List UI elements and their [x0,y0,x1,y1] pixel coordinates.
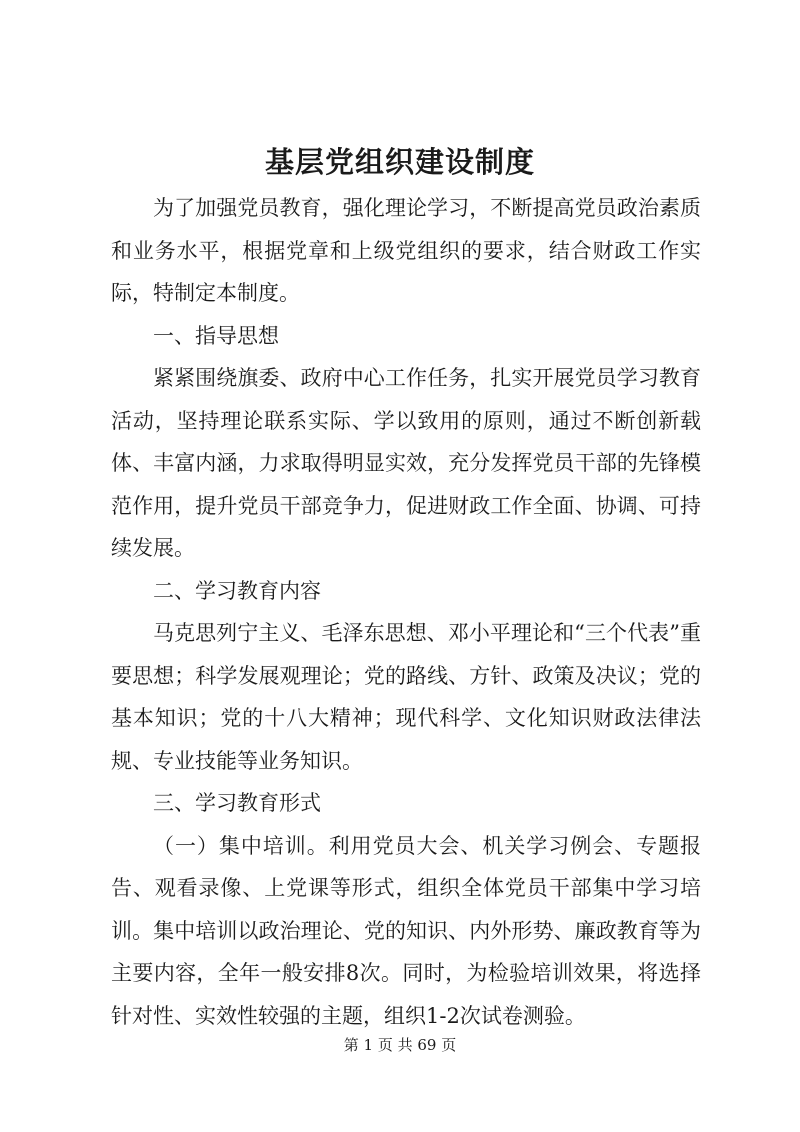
document-title: 基层党组织建设制度 [264,145,535,179]
guiding-ideology-paragraph: 紧紧围绕旗委、政府中心工作任务，扎实开展党员学习教育活动，坚持理论联系实际、学以致用的原则，通过不断创新载体、丰富内涵，力求取得明显实效，充分发挥党员干部的先锋模范作用，提升党员干部竞争力，促进财政工作全面、协调、可持续发展。 [111,366,701,560]
section-heading-guiding-ideology: 一、指导思想 [153,323,279,348]
centralized-training-paragraph: （一）集中培训。利用党员大会、机关学习例会、专题报告、观看录像、上党课等形式，组织全体党员干部集中学习培训。集中培训以政治理论、党的知识、内外形势、廉政教育等为主要内容，全年一般安排8次。同时，为检验培训效果，将选择针对性、实效性较强的主题，组织1-2次试卷测验。 [111,833,701,1028]
section-heading-study-form: 三、学习教育形式 [153,791,321,815]
study-content-paragraph: 马克思列宁主义、毛泽东思想、邓小平理论和“三个代表”重要思想；科学发展观理论；党的路线、方针、政策及决议；党的基本知识；党的十八大精神；现代科学、文化知识财政法律法规、专业技能等业务知识。 [111,621,701,773]
document-body [111,187,701,1037]
page-number-footer: 第 1 页 共 69 页 [343,1036,457,1054]
section-heading-study-content: 二、学习教育内容 [153,578,321,603]
intro-paragraph: 为了加强党员教育，强化理论学习，不断提高党员政治素质和业务水平，根据党章和上级党组织的要求，结合财政工作实际，特制定本制度。 [111,196,701,305]
